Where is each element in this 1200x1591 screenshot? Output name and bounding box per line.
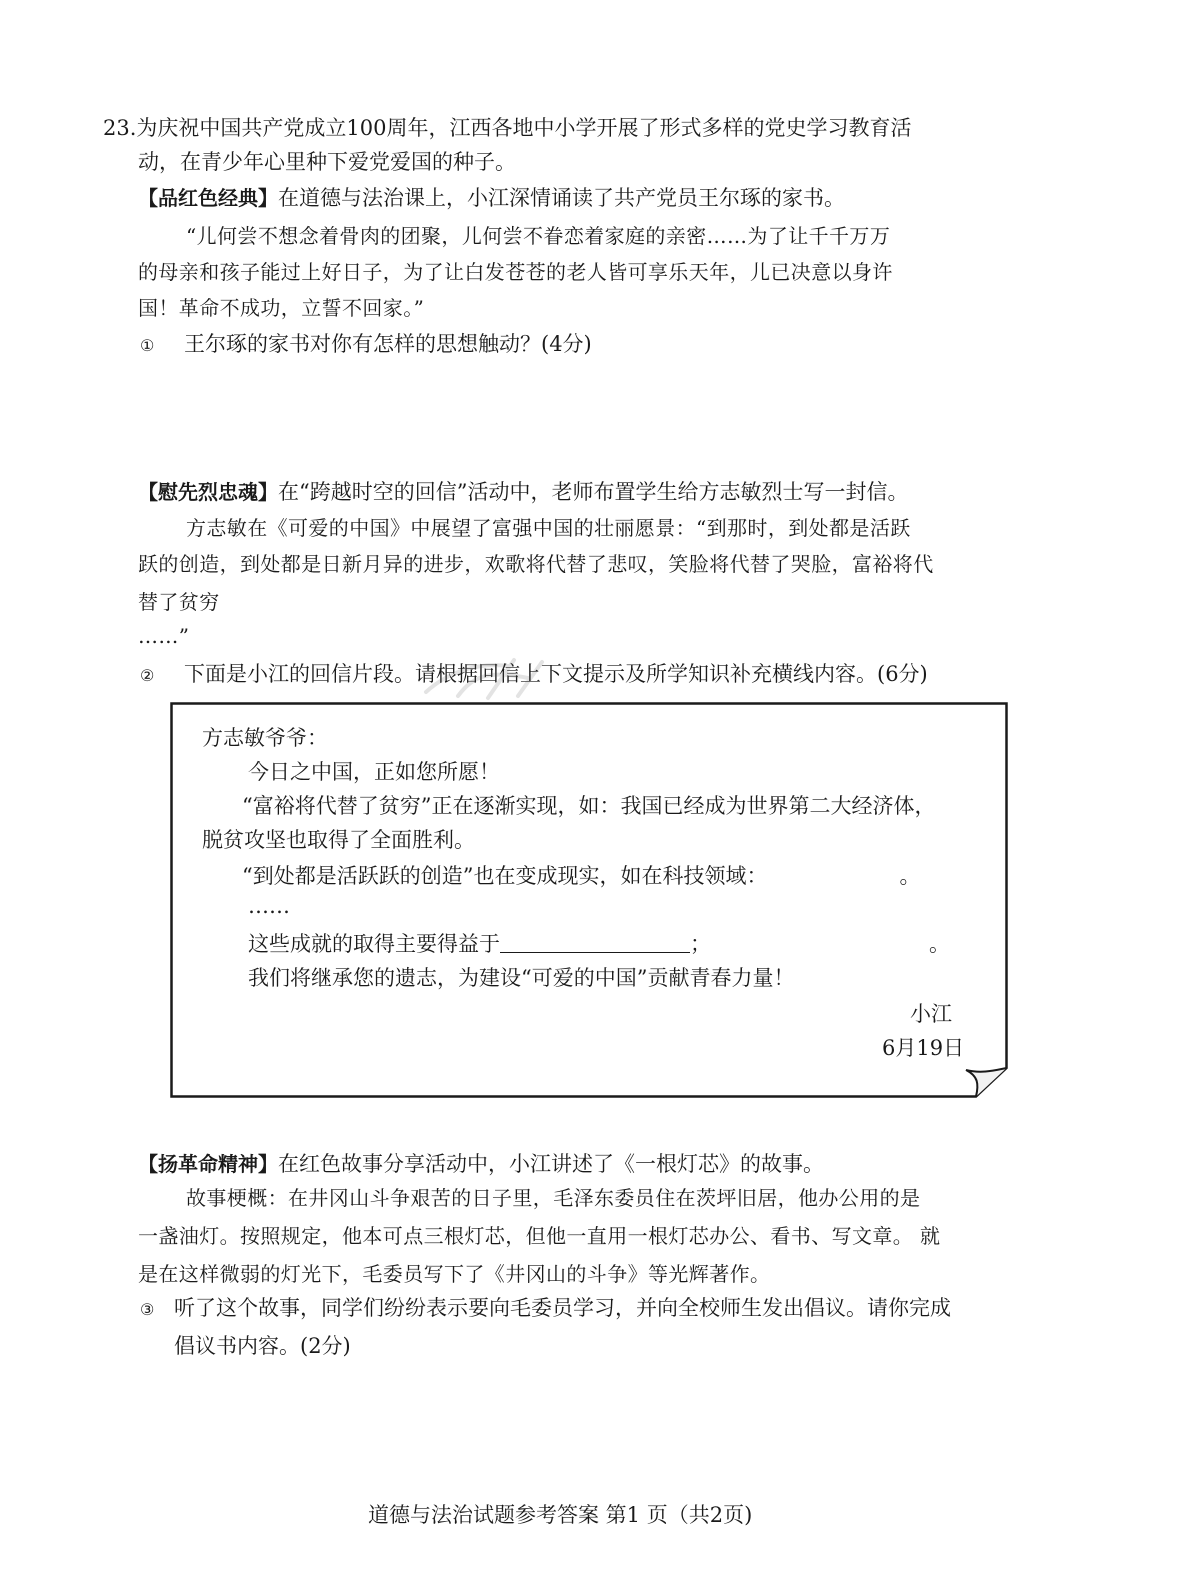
section1-quote-line1: “儿何尝不想念着骨肉的团聚，儿何尝不眷恋着家庭的亲密……为了让千千万万 — [186, 224, 891, 248]
question-intro-line1 — [103, 118, 912, 139]
section3-story-line3: 是在这样微弱的灯光下，毛委员写下了《井冈山的斗争》等光辉著作。 — [138, 1262, 771, 1286]
question-number: 23. — [103, 116, 137, 140]
section3-header: 【扬革命精神】 — [138, 1152, 278, 1176]
section1-intro — [138, 188, 845, 209]
letter-date: 6月19日 — [882, 1036, 965, 1060]
section3-question-number: ③ — [140, 1300, 155, 1319]
letter-line3: 脱贫攻坚也取得了全面胜利。 — [202, 828, 475, 852]
section3-question-line2: 倡议书内容。(2分) — [174, 1334, 351, 1358]
section3-question-text: 听了这个故事，同学们纷纷表示要向毛委员学习，并向全校师生发出倡议。请你完成 — [174, 1296, 951, 1320]
answer-blank[interactable] — [500, 932, 690, 953]
letter-line6: 我们将继承您的遗志，为建设“可爱的中国”贡献青春力量！ — [248, 966, 795, 990]
letter-line5 — [248, 932, 950, 955]
section2-quote-line1: 方志敏在《可爱的中国》中展望了富强中国的壮丽愿景：“到那时，到处都是活跃 — [186, 516, 911, 540]
letter-line4 — [242, 866, 920, 887]
watermark-smudge — [418, 652, 558, 702]
letter-line2: “富裕将代替了贫穷”正在逐渐实现，如：我国已经成为世界第二大经济体， — [242, 794, 936, 818]
letter-line4-text: “到处都是活跃跃的创造”也在变成现实，如在科技领域： — [242, 864, 768, 888]
section1-question — [140, 334, 592, 355]
section1-question-text: 王尔琢的家书对你有怎样的思想触动？(4分) — [184, 332, 592, 356]
letter-signature: 小江 — [910, 1002, 952, 1026]
page-footer: 道德与法治试题参考答案 第1 页（共2页) — [368, 1503, 753, 1527]
section1-text: 在道德与法治课上，小江深情诵读了共产党员王尔琢的家书。 — [278, 186, 845, 210]
section2-intro — [138, 482, 908, 503]
section1-header: 【品红色经典】 — [138, 186, 278, 210]
letter-line5-text: 这些成就的取得主要得益于 — [248, 932, 500, 956]
section2-text: 在“跨越时空的回信”活动中，老师布置学生给方志敏烈士写一封信。 — [278, 480, 909, 504]
letter-salutation: 方志敏爷爷： — [202, 726, 328, 750]
section3-question-line1 — [140, 1298, 951, 1319]
section2-question-number: ② — [140, 666, 155, 685]
section1-quote-line2: 的母亲和孩子能过上好日子，为了让白发苍苍的老人皆可享乐天年，儿已决意以身许 — [138, 260, 893, 284]
letter-card — [170, 702, 1008, 1098]
question-intro-line2: 动，在青少年心里种下爱党爱国的种子。 — [138, 150, 516, 174]
section3-story-line1: 故事梗概：在井冈山斗争艰苦的日子里，毛泽东委员住在茨坪旧居，他办公用的是 — [186, 1186, 921, 1210]
section3-intro — [138, 1154, 824, 1175]
section2-header: 【慰先烈忠魂】 — [138, 480, 278, 504]
letter-ellipsis: …… — [248, 894, 290, 918]
letter-line1: 今日之中国，正如您所愿！ — [248, 760, 500, 784]
section2-quote-line3: 替了贫穷 — [138, 590, 220, 614]
letter-line5-semicolon: ； — [690, 932, 711, 956]
section3-text: 在红色故事分享活动中，小江讲述了《一根灯芯》的故事。 — [278, 1152, 824, 1176]
section2-quote-line4: ……” — [138, 624, 190, 648]
section1-quote-line3: 国！革命不成功，立誓不回家。” — [138, 296, 425, 320]
section2-quote-line2: 跃的创造，到处都是日新月异的进步，欢歌将代替了悲叹，笑脸将代替了哭脸，富裕将代 — [138, 552, 934, 576]
section1-question-number: ① — [140, 336, 155, 355]
letter-line4-end: 。 — [899, 864, 921, 888]
section2-question-text: 下面是小江的回信片段。请根据回信上下文提示及所学知识补充横线内容。(6分) — [184, 662, 928, 686]
question-intro-text: 为庆祝中国共产党成立100周年，江西各地中小学开展了形式多样的党史学习教育活 — [136, 116, 912, 140]
section3-story-line2: 一盏油灯。按照规定，他本可点三根灯芯，但他一直用一根灯芯办公、看书、写文章。 就 — [138, 1224, 941, 1248]
letter-line5-end: 。 — [929, 932, 950, 956]
